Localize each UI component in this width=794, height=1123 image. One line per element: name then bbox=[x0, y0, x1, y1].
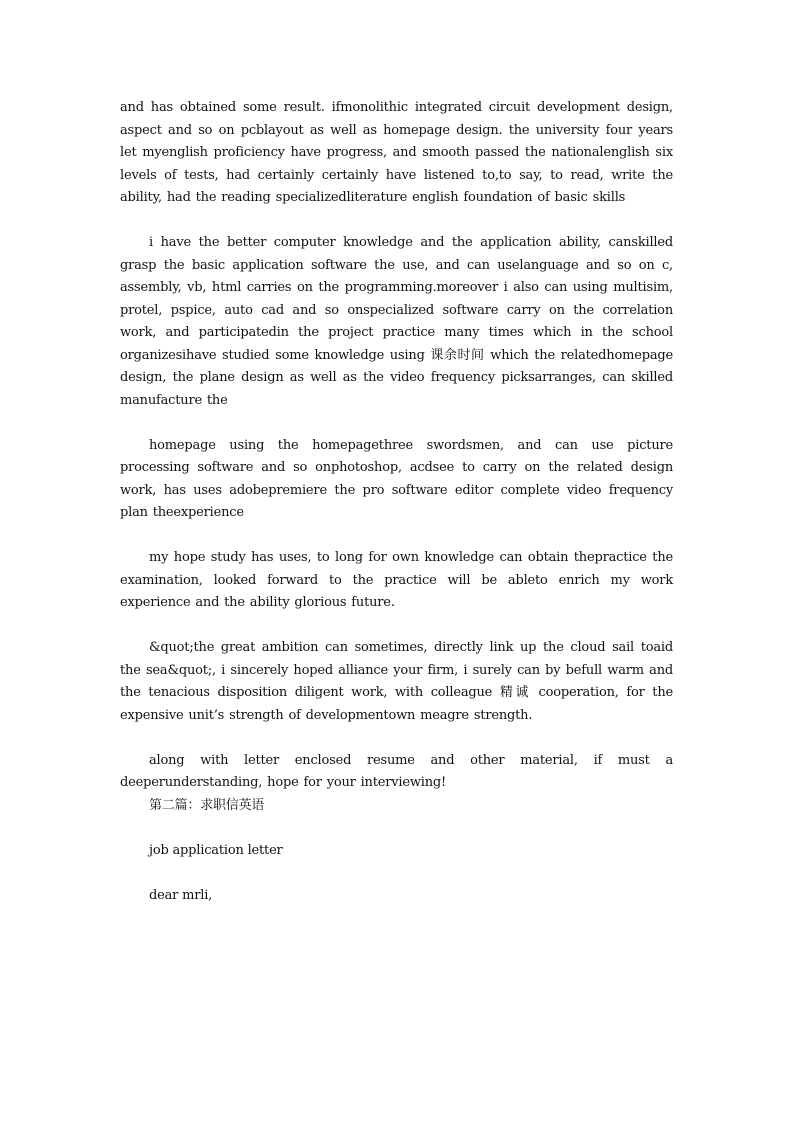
section-heading: 第二篇：求职信英语 bbox=[149, 797, 265, 813]
paragraph-closing: along with letter enclosed resume and other material, if must a deeperunderstanding, hope for your interviewing! bbox=[120, 752, 673, 790]
document-body bbox=[120, 97, 673, 930]
paragraph-homepage-design: homepage using the homepagethree swordsmen, and can use picture processing software and so onphotoshop, acdsee to carry on the related design work, has uses adobepremiere the pro software editor complete video frequency plan theexperience bbox=[120, 437, 673, 520]
letter-title: job application letter bbox=[149, 842, 283, 858]
paragraph-computer-skills: i have the better computer knowledge and the application ability, canskilled grasp the basic application software the use, and can uselanguage and so on c, assembly, vb, html carries on the programming.moreover i also can using multisim, protel, pspice, auto cad and so onspecialized software carry on the correlation work, and participatedin the project practice many times which in the school organizesihave studied some knowledge using 课余时间 which the relatedhomepage design, the plane design as well as the video frequency picksarranges, can skilled manufacture the bbox=[120, 235, 673, 408]
paragraph-education: and has obtained some result. ifmonolithic integrated circuit development design, aspect and so on pcblayout as well as homepage design. the university four years let myenglish proficiency have progress, and smooth passed the nationalenglish six levels of tests, had certainly certainly have listened to,to say, to read, write the ability, had the reading specializedliterature english foundation of basic skills bbox=[120, 100, 673, 205]
paragraph-hope-study: my hope study has uses, to long for own knowledge can obtain thepractice the examination, looked forward to the practice will be ableto enrich my work experience and the ability glorious future. bbox=[120, 550, 673, 610]
paragraph-ambition: &quot;the great ambition can sometimes, directly link up the cloud sail toaid the sea&quot;, i sincerely hoped alliance your firm, i surely can by befull warm and the tenacious disposition diligent work, with colleague 精诚 cooperation, for the expensive unit’s strength of developmentown meagre strength. bbox=[120, 640, 673, 723]
salutation: dear mrli, bbox=[149, 887, 213, 903]
